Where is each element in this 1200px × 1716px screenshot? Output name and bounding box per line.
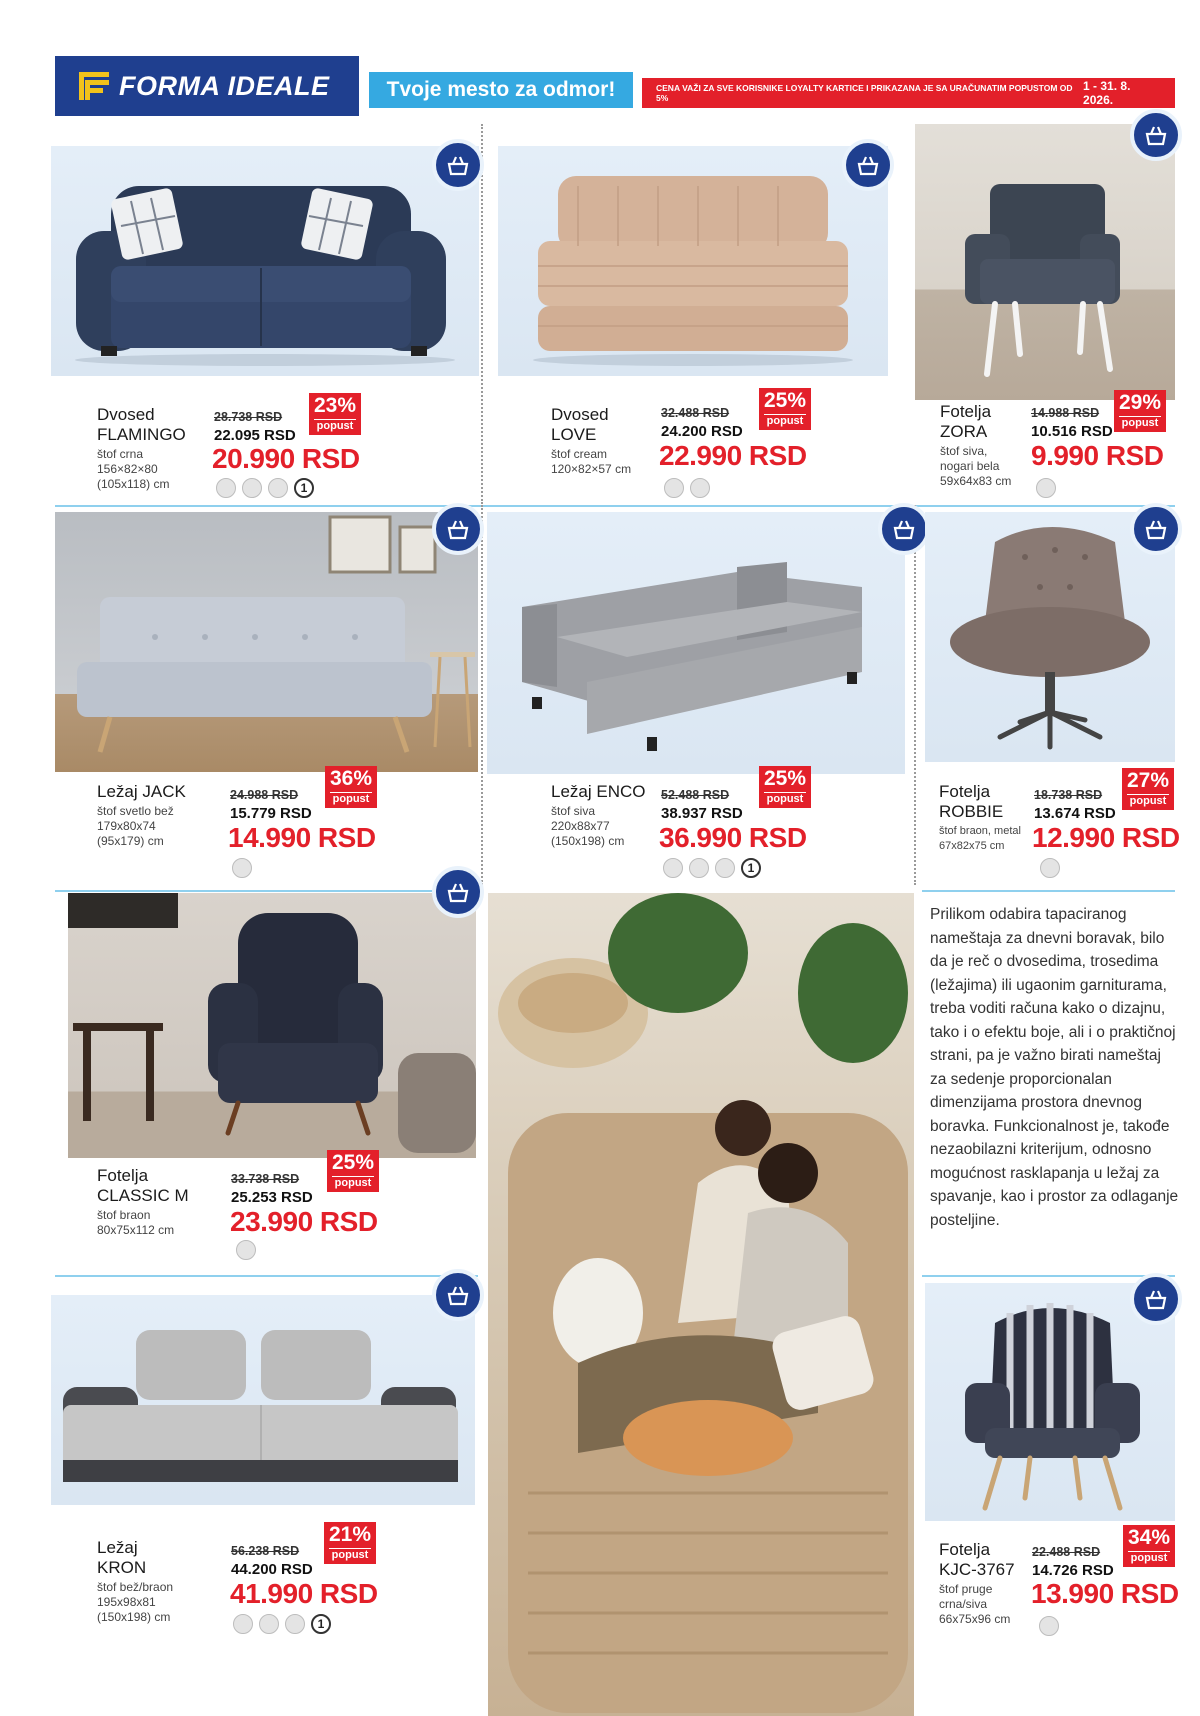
product-info-flamingo <box>97 405 212 492</box>
product-dims: 195x98x81 <box>97 1595 156 1609</box>
product-dims: 156×82×80 <box>97 462 158 476</box>
product-image-robbie[interactable] <box>925 512 1175 762</box>
product-type: Ležaj <box>551 782 592 801</box>
lifestyle-photo <box>488 893 914 1716</box>
feature-icons <box>1039 1616 1059 1636</box>
armchair-icon <box>233 1614 253 1634</box>
discount-badge: 23% popust <box>309 393 361 435</box>
sale-price: 20.990 RSD <box>212 443 360 474</box>
add-to-cart-button[interactable] <box>432 866 484 918</box>
product-type: Fotelja <box>97 1166 149 1185</box>
divider <box>55 890 478 892</box>
product-type: Ležaj <box>97 1538 138 1557</box>
product-desc: štof siva <box>551 804 596 818</box>
promo-banner <box>642 78 1175 108</box>
product-name: JACK <box>142 782 186 801</box>
loyalty-price: 13.674 RSD <box>1034 805 1116 822</box>
cart-icon <box>445 152 471 178</box>
sale-price: 41.990 RSD <box>230 1578 378 1609</box>
old-price: 18.738 RSD <box>1034 788 1103 802</box>
discount-badge: 25% popust <box>327 1150 379 1192</box>
product-name: KRON <box>97 1558 147 1577</box>
product-image-enco[interactable] <box>487 512 905 774</box>
fabric-icon <box>1040 858 1060 878</box>
price-block <box>1034 788 1116 822</box>
product-type: Fotelja <box>940 402 992 421</box>
cart-icon <box>445 879 471 905</box>
product-type: Ležaj <box>97 782 138 801</box>
fabric-icon <box>242 478 262 498</box>
loyalty-price: 38.937 RSD <box>661 805 743 822</box>
feature-icons <box>1040 858 1060 878</box>
feature-icons <box>664 478 710 498</box>
loyalty-price: 14.726 RSD <box>1032 1562 1114 1579</box>
product-info-enco <box>551 782 651 849</box>
product-image-zora[interactable] <box>915 124 1175 400</box>
add-to-cart-button[interactable] <box>1130 109 1182 161</box>
price-block <box>1032 1545 1114 1579</box>
product-type: Dvosed <box>551 405 609 424</box>
product-info-kron <box>97 1538 207 1625</box>
brand-mark-icon <box>79 72 109 100</box>
old-price: 14.988 RSD <box>1031 406 1100 420</box>
loyalty-price: 10.516 RSD <box>1031 423 1113 440</box>
armchair-icon <box>663 858 683 878</box>
fabric-icon <box>1036 478 1056 498</box>
old-price: 22.488 RSD <box>1032 1545 1101 1559</box>
price-block <box>214 410 296 444</box>
old-price: 52.488 RSD <box>661 788 730 802</box>
storage-icon <box>715 858 735 878</box>
product-desc: štof svetlo bež <box>97 804 174 818</box>
product-dims: 59x64x83 cm <box>940 474 1012 488</box>
feature-icons <box>1036 478 1056 498</box>
add-to-cart-button[interactable] <box>842 139 894 191</box>
product-name: ZORA <box>940 422 988 441</box>
feature-icons <box>233 1614 331 1634</box>
promo-date: 1 - 31. 8. 2026. <box>1083 79 1131 107</box>
product-type: Dvosed <box>97 405 155 424</box>
fabric-icon <box>259 1614 279 1634</box>
product-dims: 220x88x77 <box>551 819 610 833</box>
discount-badge: 29% popust <box>1114 390 1166 432</box>
promo-note: CENA VAŽI ZA SVE KORISNIKE LOYALTY KARTICE I PRIKAZANA JE SA URAČUNATIM POPUSTOM OD 5% <box>656 83 1073 103</box>
product-image-love[interactable] <box>498 146 888 376</box>
product-info-zora <box>940 402 1030 489</box>
feature-icons <box>236 1240 256 1260</box>
add-to-cart-button[interactable] <box>1130 1273 1182 1325</box>
discount-badge: 25% popust <box>759 766 811 808</box>
discount-badge: 21% popust <box>324 1522 376 1564</box>
product-desc: štof crna <box>97 447 144 461</box>
product-dims: 66x75x96 cm <box>939 1612 1011 1626</box>
product-dims: (150x198) cm <box>97 1610 171 1624</box>
divider <box>914 505 916 885</box>
product-image-jack[interactable] <box>55 512 478 772</box>
add-to-cart-button[interactable] <box>432 503 484 555</box>
cart-icon <box>1143 122 1169 148</box>
product-info-classic-m <box>97 1166 217 1238</box>
old-price: 28.738 RSD <box>214 410 283 424</box>
product-name: KJC-3767 <box>939 1560 1015 1579</box>
product-info-kjc-3767 <box>939 1540 1035 1627</box>
divider <box>55 1275 478 1277</box>
old-price: 32.488 RSD <box>661 406 730 420</box>
price-block <box>231 1544 313 1578</box>
product-info-robbie <box>939 782 1031 854</box>
sale-price: 12.990 RSD <box>1032 822 1180 853</box>
product-desc: štof siva, <box>940 444 988 458</box>
price-block <box>231 1172 313 1206</box>
number-1-icon: 1 <box>311 1614 331 1634</box>
product-image-classic-m[interactable] <box>68 893 476 1158</box>
sale-price: 23.990 RSD <box>230 1206 378 1237</box>
price-block <box>661 788 743 822</box>
cart-icon <box>1143 516 1169 542</box>
tagline: Tvoje mesto za odmor! <box>369 72 633 108</box>
loyalty-price: 24.200 RSD <box>661 423 743 440</box>
old-price: 33.738 RSD <box>231 1172 300 1186</box>
product-dims: 120×82×57 cm <box>551 462 632 476</box>
feature-icons <box>663 858 761 878</box>
cart-icon <box>855 152 881 178</box>
divider <box>481 505 483 885</box>
price-block <box>230 788 312 822</box>
brand-logo <box>55 56 359 116</box>
article-text: Prilikom odabira tapaciranog nameštaja za dnevni boravak, bilo da je reč o dvosedima, trosedima (ležajima) ili ugaonim garniturama, treba voditi računa kako o dizajnu, tako i o efektu boje, ali i o praktičnoj strani, pa je važno birati nameštaj za sedenje proporcionalan dimenzijama prostora dnevnog boravka. Funkcionalnost je, takođe nezaobilazni kriterijum, odnosno mogućnost rasklapanja u ležaj za spavanje, kao i prostor za odlaganje posteljine. <box>930 906 1179 1229</box>
product-name: FLAMINGO <box>97 425 186 444</box>
product-name: ENCO <box>596 782 646 801</box>
feature-icons <box>216 478 314 498</box>
product-type: Fotelja <box>939 1540 991 1559</box>
discount-badge: 25% popust <box>759 388 811 430</box>
old-price: 24.988 RSD <box>230 788 299 802</box>
feature-icons <box>232 858 252 878</box>
product-image-flamingo[interactable] <box>51 146 479 376</box>
loyalty-price: 25.253 RSD <box>231 1189 313 1206</box>
fabric-icon <box>664 478 684 498</box>
sale-price: 22.990 RSD <box>659 440 807 471</box>
product-info-jack <box>97 782 217 849</box>
product-desc: štof cream <box>551 447 608 461</box>
product-dims: 80x75x112 cm <box>97 1223 175 1237</box>
add-to-cart-button[interactable] <box>1130 503 1182 555</box>
discount-badge: 27% popust <box>1122 768 1174 810</box>
add-to-cart-button[interactable] <box>432 139 484 191</box>
fabric-icon <box>232 858 252 878</box>
loyalty-price: 44.200 RSD <box>231 1561 313 1578</box>
product-desc: štof braon <box>97 1208 151 1222</box>
storage-icon <box>690 478 710 498</box>
storage-icon <box>268 478 288 498</box>
divider <box>55 505 1175 507</box>
product-dims: 67x82x75 cm <box>939 840 1005 852</box>
product-desc: crna/siva <box>939 1597 988 1611</box>
number-1-icon: 1 <box>294 478 314 498</box>
add-to-cart-button[interactable] <box>432 1269 484 1321</box>
product-name: CLASSIC M <box>97 1186 189 1205</box>
loyalty-price: 22.095 RSD <box>214 427 296 444</box>
product-info-love <box>551 405 661 477</box>
old-price: 56.238 RSD <box>231 1544 300 1558</box>
cart-icon <box>445 1282 471 1308</box>
sale-price: 13.990 RSD <box>1031 1578 1179 1609</box>
product-desc: nogari bela <box>940 459 1000 473</box>
cart-icon <box>1143 1286 1169 1312</box>
discount-badge: 34% popust <box>1123 1525 1175 1567</box>
cart-icon <box>445 516 471 542</box>
product-dims: 179x80x74 <box>97 819 156 833</box>
product-name: LOVE <box>551 425 597 444</box>
divider <box>922 1275 1175 1277</box>
number-1-icon: 1 <box>741 858 761 878</box>
loyalty-price: 15.779 RSD <box>230 805 312 822</box>
product-dims: (105x118) cm <box>97 477 170 491</box>
divider <box>922 890 1175 892</box>
add-to-cart-button[interactable] <box>878 503 930 555</box>
storage-icon <box>285 1614 305 1634</box>
discount-badge: 36% popust <box>325 766 377 808</box>
product-desc: štof pruge <box>939 1582 993 1596</box>
product-desc: štof bež/braon <box>97 1580 174 1594</box>
sale-price: 9.990 RSD <box>1031 440 1164 471</box>
fabric-icon <box>1039 1616 1059 1636</box>
armchair-icon <box>216 478 236 498</box>
price-block <box>1031 406 1113 440</box>
price-block <box>661 406 743 440</box>
product-name: ROBBIE <box>939 802 1004 821</box>
product-image-kjc-3767[interactable] <box>925 1283 1175 1521</box>
cart-icon <box>891 516 917 542</box>
product-dims: (150x198) cm <box>551 834 625 848</box>
product-image-kron[interactable] <box>51 1295 475 1505</box>
fabric-icon <box>689 858 709 878</box>
divider <box>481 124 483 504</box>
product-dims: (95x179) cm <box>97 834 164 848</box>
sale-price: 14.990 RSD <box>228 822 376 853</box>
product-type: Fotelja <box>939 782 991 801</box>
brand-name: FORMA IDEALE <box>119 70 330 101</box>
product-desc: štof braon, metal <box>939 825 1021 837</box>
fabric-icon <box>236 1240 256 1260</box>
sale-price: 36.990 RSD <box>659 822 807 853</box>
